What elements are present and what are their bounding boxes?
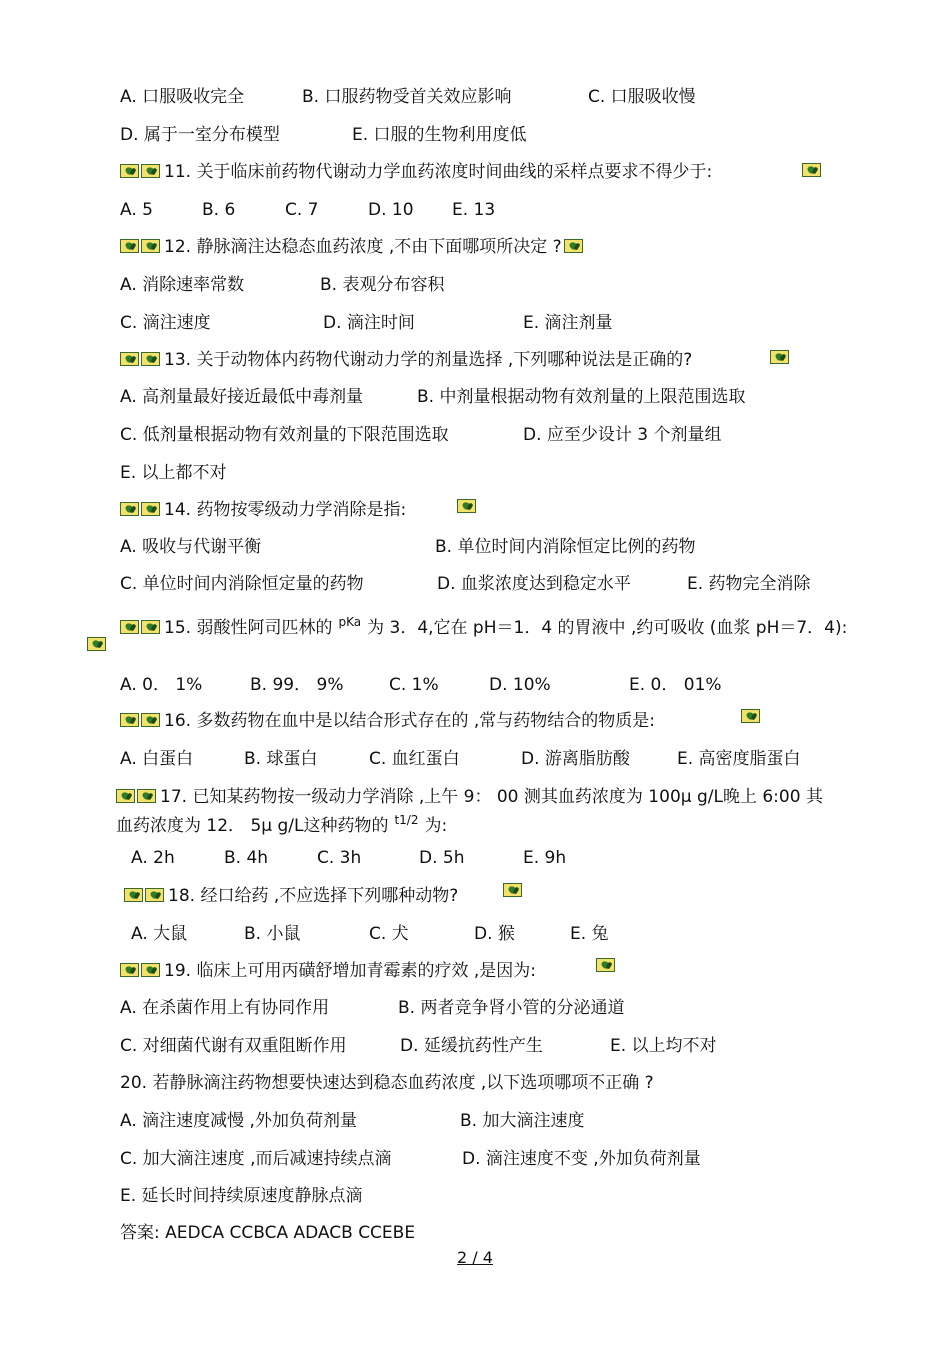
green-leaf-icon bbox=[802, 163, 821, 177]
q10-option-a: A. 口服吸收完全 bbox=[120, 87, 245, 107]
green-leaf-icon bbox=[120, 502, 139, 516]
q17-stem-line-1 bbox=[116, 786, 823, 808]
q14-option-c: C. 单位时间内消除恒定量的药物 bbox=[120, 574, 364, 594]
green-leaf-icon bbox=[87, 637, 106, 651]
question-icons bbox=[124, 885, 166, 907]
q17-line-1: 17. 已知某药物按一级动力学消除 ,上午 9： 00 测其血药浓度为 100μ g/L晚上 6:00 其 bbox=[160, 787, 823, 807]
q16-option-d: D. 游离脂肪酸 bbox=[521, 749, 630, 769]
q14-text: 14. 药物按零级动力学消除是指: bbox=[164, 500, 407, 520]
q11-option-a: A. 5 bbox=[120, 200, 153, 220]
q17-option-b: B. 4h bbox=[224, 848, 269, 868]
answer-key: 答案: AEDCA CCBCA ADACB CCEBE bbox=[120, 1223, 416, 1243]
q11-stem bbox=[120, 161, 712, 183]
page-number: 2 / 4 bbox=[457, 1248, 493, 1267]
q10-option-d: D. 属于一室分布模型 bbox=[120, 125, 280, 145]
question-icons bbox=[120, 236, 162, 258]
green-leaf-icon bbox=[141, 502, 160, 516]
q17-option-c: C. 3h bbox=[317, 848, 362, 868]
green-leaf-icon bbox=[141, 352, 160, 366]
q13-stem bbox=[120, 349, 692, 371]
q17-stem-line-2 bbox=[116, 809, 447, 837]
q17-line-2-before: 血药浓度为 12． 5μ g/L这种药物的 bbox=[116, 816, 389, 836]
q11-option-d: D. 10 bbox=[368, 200, 414, 220]
q15-option-c: C. 1% bbox=[389, 675, 439, 695]
green-leaf-icon bbox=[457, 499, 476, 513]
q19-option-b: B. 两者竞争肾小管的分泌通道 bbox=[398, 998, 625, 1018]
q16-option-e: E. 高密度脂蛋白 bbox=[677, 749, 801, 769]
q20-option-a: A. 滴注速度减慢 ,外加负荷剂量 bbox=[120, 1111, 357, 1131]
q15-option-a: A. 0． 1% bbox=[120, 675, 203, 695]
q16-text: 16. 多数药物在血中是以结合形式存在的 ,常与药物结合的物质是: bbox=[164, 711, 655, 731]
green-leaf-icon bbox=[120, 620, 139, 634]
q20-option-b: B. 加大滴注速度 bbox=[460, 1111, 585, 1131]
q16-option-b: B. 球蛋白 bbox=[244, 749, 318, 769]
q12-option-b: B. 表观分布容积 bbox=[320, 275, 445, 295]
q19-option-c: C. 对细菌代谢有双重阻断作用 bbox=[120, 1036, 347, 1056]
green-leaf-icon bbox=[564, 239, 583, 253]
question-icons bbox=[120, 161, 162, 183]
green-leaf-icon bbox=[120, 963, 139, 977]
question-icons bbox=[120, 710, 162, 732]
q19-option-e: E. 以上均不对 bbox=[610, 1036, 717, 1056]
q20-option-c: C. 加大滴注速度 ,而后减速持续点滴 bbox=[120, 1149, 392, 1169]
q15-text-after: 为 3．4,它在 pH＝1．4 的胃液中 ,约可吸收 (血浆 pH＝7．4): bbox=[367, 618, 848, 638]
q19-text: 19. 临床上可用丙磺舒增加青霉素的疗效 ,是因为: bbox=[164, 961, 536, 981]
green-leaf-icon bbox=[120, 713, 139, 727]
green-leaf-icon bbox=[141, 164, 160, 178]
pka-symbol: pKa bbox=[338, 615, 362, 629]
q14-option-a: A. 吸收与代谢平衡 bbox=[120, 537, 262, 557]
question-icons bbox=[120, 960, 162, 982]
q19-option-d: D. 延缓抗药性产生 bbox=[400, 1036, 543, 1056]
q12-option-a: A. 消除速率常数 bbox=[120, 275, 245, 295]
q16-option-c: C. 血红蛋白 bbox=[369, 749, 460, 769]
q15-option-e: E. 0． 01% bbox=[629, 675, 722, 695]
green-leaf-icon bbox=[120, 352, 139, 366]
green-leaf-icon bbox=[124, 888, 143, 902]
green-leaf-icon bbox=[116, 789, 135, 803]
q16-stem bbox=[120, 710, 655, 732]
q15-option-b: B. 99． 9% bbox=[250, 675, 344, 695]
q11-option-c: C. 7 bbox=[285, 200, 319, 220]
green-leaf-icon bbox=[503, 883, 522, 897]
q18-stem bbox=[124, 885, 458, 907]
green-leaf-icon bbox=[596, 958, 615, 972]
q13-option-c: C. 低剂量根据动物有效剂量的下限范围选取 bbox=[120, 425, 449, 445]
green-leaf-icon bbox=[741, 709, 760, 723]
question-icons bbox=[120, 349, 162, 371]
q20-option-e: E. 延长时间持续原速度静脉点滴 bbox=[120, 1186, 363, 1206]
q13-text: 13. 关于动物体内药物代谢动力学的剂量选择 ,下列哪种说法是正确的? bbox=[164, 350, 693, 370]
half-life-symbol: t1/2 bbox=[394, 813, 419, 827]
green-leaf-icon bbox=[141, 963, 160, 977]
q14-option-b: B. 单位时间内消除恒定比例的药物 bbox=[435, 537, 696, 557]
q11-option-e: E. 13 bbox=[452, 200, 496, 220]
q17-option-d: D. 5h bbox=[419, 848, 465, 868]
q11-option-b: B. 6 bbox=[202, 200, 236, 220]
question-icons bbox=[120, 499, 162, 521]
q12-text: 12. 静脉滴注达稳态血药浓度 ,不由下面哪项所决定 ? bbox=[164, 237, 562, 257]
q13-option-e: E. 以上都不对 bbox=[120, 463, 227, 483]
q12-option-d: D. 滴注时间 bbox=[323, 313, 415, 333]
q13-option-a: A. 高剂量最好接近最低中毒剂量 bbox=[120, 387, 364, 407]
green-leaf-icon bbox=[141, 239, 160, 253]
question-icons bbox=[120, 617, 162, 639]
q20-stem bbox=[120, 1072, 654, 1094]
q10-option-b: B. 口服药物受首关效应影响 bbox=[302, 87, 512, 107]
green-leaf-icon bbox=[141, 620, 160, 634]
q19-option-a: A. 在杀菌作用上有协同作用 bbox=[120, 998, 330, 1018]
q19-stem bbox=[120, 960, 536, 982]
green-leaf-icon bbox=[145, 888, 164, 902]
q13-option-b: B. 中剂量根据动物有效剂量的上限范围选取 bbox=[417, 387, 746, 407]
green-leaf-icon bbox=[120, 239, 139, 253]
q10-option-e: E. 口服的生物利用度低 bbox=[352, 125, 527, 145]
q20-option-d: D. 滴注速度不变 ,外加负荷剂量 bbox=[462, 1149, 701, 1169]
q20-text: 20. 若静脉滴注药物想要快速达到稳态血药浓度 ,以下选项哪项不正确 ? bbox=[120, 1073, 654, 1093]
q12-option-c: C. 滴注速度 bbox=[120, 313, 211, 333]
q18-option-e: E. 兔 bbox=[570, 924, 609, 944]
q12-option-e: E. 滴注剂量 bbox=[523, 313, 613, 333]
q14-stem bbox=[120, 499, 406, 521]
q11-text: 11. 关于临床前药物代谢动力学血药浓度时间曲线的采样点要求不得少于: bbox=[164, 162, 713, 182]
q17-line-2-after: 为: bbox=[424, 816, 448, 836]
green-leaf-icon bbox=[770, 350, 789, 364]
q14-option-d: D. 血浆浓度达到稳定水平 bbox=[437, 574, 631, 594]
q15-option-d: D. 10% bbox=[489, 675, 551, 695]
q18-text: 18. 经口给药 ,不应选择下列哪种动物? bbox=[168, 886, 459, 906]
q17-option-e: E. 9h bbox=[523, 848, 567, 868]
q18-option-b: B. 小鼠 bbox=[244, 924, 301, 944]
q18-option-a: A. 大鼠 bbox=[131, 924, 188, 944]
q15-stem bbox=[120, 611, 847, 639]
q15-text-before: 15. 弱酸性阿司匹林的 bbox=[164, 618, 333, 638]
q18-option-d: D. 猴 bbox=[474, 924, 515, 944]
q17-option-a: A. 2h bbox=[131, 848, 175, 868]
green-leaf-icon bbox=[141, 713, 160, 727]
q18-option-c: C. 犬 bbox=[369, 924, 409, 944]
question-icons bbox=[116, 786, 158, 808]
q14-option-e: E. 药物完全消除 bbox=[687, 574, 811, 594]
q10-option-c: C. 口服吸收慢 bbox=[588, 87, 696, 107]
q12-stem bbox=[120, 236, 585, 258]
green-leaf-icon bbox=[120, 164, 139, 178]
q13-option-d: D. 应至少设计 3 个剂量组 bbox=[523, 425, 722, 445]
q16-option-a: A. 白蛋白 bbox=[120, 749, 194, 769]
green-leaf-icon bbox=[137, 789, 156, 803]
